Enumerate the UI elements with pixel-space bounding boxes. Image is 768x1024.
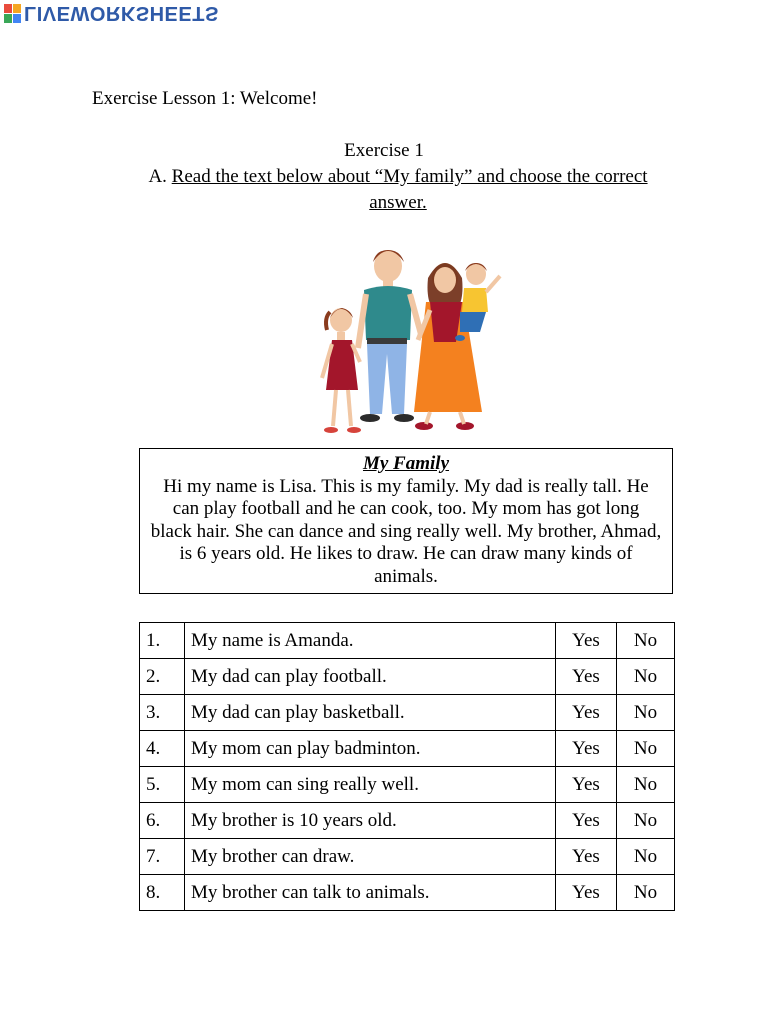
question-statement: My brother can draw. (185, 839, 556, 875)
question-statement: My dad can play basketball. (185, 695, 556, 731)
question-number: 2. (140, 659, 185, 695)
answer-yes-option[interactable]: Yes (556, 659, 617, 695)
passage-body: Hi my name is Lisa. This is my family. My dad is really tall. He can play football and he can cook, too. My mom has got long black hair. She can dance and sing really well. My brother, Ahmad, is 6 years old. He likes to draw. He can draw many kinds of animals. (150, 475, 662, 587)
answer-yes-option[interactable]: Yes (556, 839, 617, 875)
question-number: 8. (140, 875, 185, 911)
question-row (140, 839, 675, 875)
girl-figure (322, 308, 361, 433)
question-statement: My mom can play badminton. (185, 731, 556, 767)
question-number: 5. (140, 767, 185, 803)
answer-no-option[interactable]: No (617, 875, 675, 911)
instruction-text: Read the text below about “My family” and choose the correct answer. (171, 166, 648, 213)
exercise-instruction (120, 164, 676, 216)
question-statement: My brother is 10 years old. (185, 803, 556, 839)
answer-yes-option[interactable]: Yes (556, 803, 617, 839)
answer-no-option[interactable]: No (617, 839, 675, 875)
answer-no-option[interactable]: No (617, 731, 675, 767)
passage-title: My Family (362, 453, 450, 474)
question-statement: My brother can talk to animals. (185, 875, 556, 911)
answer-yes-option[interactable]: Yes (556, 767, 617, 803)
question-row (140, 659, 675, 695)
question-row (140, 875, 675, 911)
logo-icon (4, 4, 21, 23)
question-number: 1. (140, 623, 185, 659)
question-number: 6. (140, 803, 185, 839)
question-row (140, 803, 675, 839)
answer-no-option[interactable]: No (617, 623, 675, 659)
answer-no-option[interactable]: No (617, 803, 675, 839)
question-table (139, 622, 675, 911)
answer-no-option[interactable]: No (617, 659, 675, 695)
dad-figure (358, 250, 422, 422)
site-logo (4, 2, 219, 24)
question-statement: My dad can play football. (185, 659, 556, 695)
question-row (140, 731, 675, 767)
logo-text: LIVEWORKSHEETS (24, 2, 219, 24)
question-statement: My mom can sing really well. (185, 767, 556, 803)
question-statement: My name is Amanda. (185, 623, 556, 659)
answer-no-option[interactable]: No (617, 695, 675, 731)
question-row (140, 623, 675, 659)
reading-passage (139, 448, 673, 594)
exercise-title: Exercise 1 (344, 140, 424, 161)
instruction-prefix: A. (148, 166, 172, 187)
answer-no-option[interactable]: No (617, 767, 675, 803)
lesson-title: Exercise Lesson 1: Welcome! (92, 88, 318, 109)
answer-yes-option[interactable]: Yes (556, 695, 617, 731)
answer-yes-option[interactable]: Yes (556, 875, 617, 911)
question-number: 3. (140, 695, 185, 731)
question-row (140, 695, 675, 731)
answer-yes-option[interactable]: Yes (556, 623, 617, 659)
family-illustration (300, 240, 515, 440)
question-number: 4. (140, 731, 185, 767)
answer-yes-option[interactable]: Yes (556, 731, 617, 767)
question-row (140, 767, 675, 803)
question-number: 7. (140, 839, 185, 875)
